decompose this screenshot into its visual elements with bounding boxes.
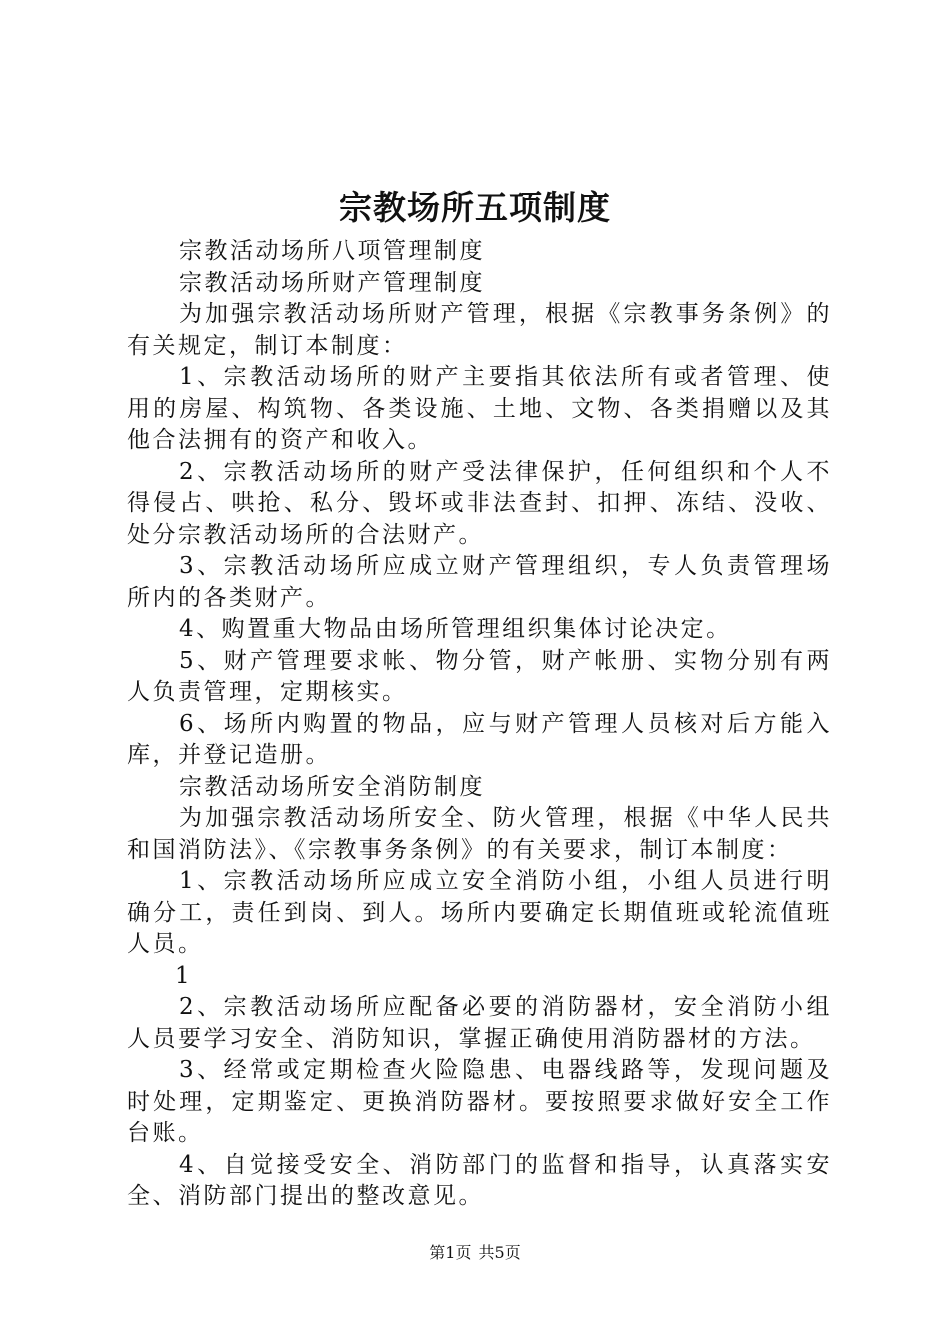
paragraph: 4、自觉接受安全、消防部门的监督和指导，认真落实安全、消防部门提出的整改意见。 xyxy=(127,1151,832,1209)
document-title: 宗教场所五项制度 xyxy=(339,188,611,227)
paragraph: 1、宗教活动场所应成立安全消防小组，小组人员进行明确分工，责任到岗、到人。场所内要确定长期值班或轮流值班人员。 xyxy=(127,868,832,957)
page-footer xyxy=(0,1242,950,1264)
page-total: 共5页 xyxy=(478,1243,521,1262)
paragraph: 4、购置重大物品由场所管理组织集体讨论决定。 xyxy=(179,616,732,642)
heading-fire-safety-rules: 宗教活动场所安全消防制度 xyxy=(179,773,485,800)
paragraph: 3、经常或定期检查火险隐患、电器线路等，发现问题及时处理，定期鉴定、更换消防器材。要按照要求做好安全工作台账。 xyxy=(127,1057,832,1146)
paragraph: 为加强宗教活动场所安全、防火管理，根据《中华人民共和国消防法》、《宗教事务条例》的有关要求，制订本制度： xyxy=(127,805,832,863)
paragraph: 2、宗教活动场所的财产受法律保护，任何组织和个人不得侵占、哄抢、私分、毁坏或非法查封、扣押、冻结、没收、处分宗教活动场所的合法财产。 xyxy=(127,458,832,548)
paragraph: 1、宗教活动场所的财产主要指其依法所有或者管理、使用的房屋、构筑物、各类设施、土地、文物、各类捐赠以及其他合法拥有的资产和收入。 xyxy=(127,364,832,453)
paragraph: 为加强宗教活动场所财产管理，根据《宗教事务条例》的有关规定，制订本制度： xyxy=(127,301,832,359)
heading-eight-rules: 宗教活动场所八项管理制度 xyxy=(179,238,485,264)
inline-page-number: 1 xyxy=(175,962,193,989)
paragraph: 2、宗教活动场所应配备必要的消防器材，安全消防小组人员要学习安全、消防知识，掌握正确使用消防器材的方法。 xyxy=(127,994,832,1052)
paragraph: 5、财产管理要求帐、物分管，财产帐册、实物分别有两人负责管理，定期核实。 xyxy=(127,647,832,705)
heading-property-rules: 宗教活动场所财产管理制度 xyxy=(179,269,485,296)
document-body xyxy=(127,236,832,1213)
paragraph: 3、宗教活动场所应成立财产管理组织，专人负责管理场所内的各类财产。 xyxy=(127,553,832,611)
paragraph: 6、场所内购置的物品，应与财产管理人员核对后方能入库，并登记造册。 xyxy=(127,710,832,768)
page-number: 第1页 xyxy=(429,1243,472,1262)
